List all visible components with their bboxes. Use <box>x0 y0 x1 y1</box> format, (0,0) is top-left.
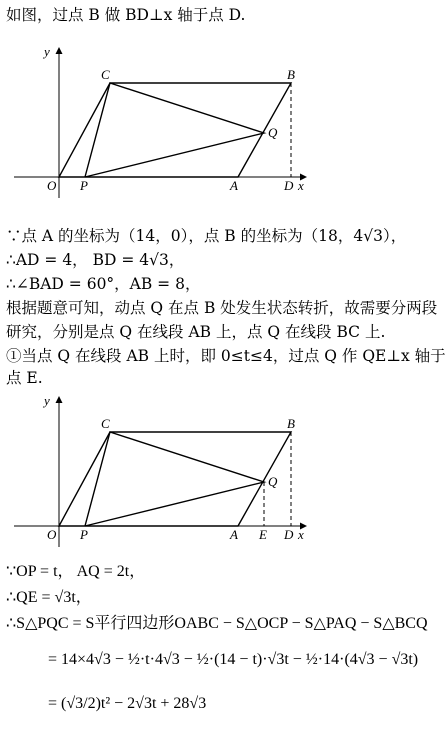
label-Q: Q <box>268 474 278 489</box>
label-A: A <box>230 527 238 542</box>
label-x: x <box>298 178 304 193</box>
analysis-line-4: 点 E. <box>6 369 43 387</box>
figure-2 <box>0 375 446 547</box>
label-B: B <box>287 416 295 431</box>
y-axis-arrow <box>56 47 63 54</box>
label-P: P <box>80 527 88 542</box>
label-y: y <box>44 393 50 408</box>
solution-line-2: ∴QE = √3t， <box>6 589 92 606</box>
label-P: P <box>80 178 88 193</box>
label-D: D <box>284 527 294 542</box>
solution-line-5: = (√3/2)t² − 2√3t + 28√3 <box>48 695 207 712</box>
y-axis-arrow <box>56 396 63 403</box>
figure-1 <box>0 26 446 198</box>
label-A: A <box>230 178 238 193</box>
triangle-PQC <box>85 83 264 177</box>
given-line-2: ∴AD = 4， BD = 4√3， <box>6 251 185 269</box>
given-line-1: ∵点 A 的坐标为（14，0），点 B 的坐标为（18，4√3）， <box>6 227 407 245</box>
label-C: C <box>101 416 110 431</box>
given-line-3: ∴∠BAD = 60°，AB = 8， <box>6 275 201 293</box>
label-Q: Q <box>268 125 278 140</box>
label-y: y <box>44 44 50 59</box>
label-O: O <box>47 178 57 193</box>
label-D: D <box>284 178 294 193</box>
analysis-line-2: 研究，分别是点 Q 在线段 AB 上，点 Q 在线段 BC 上. <box>6 323 386 341</box>
label-O: O <box>47 527 57 542</box>
label-B: B <box>287 67 295 82</box>
label-E: E <box>259 527 267 542</box>
solution-line-4: = 14×4√3 − ½·t·4√3 − ½·(14 − t)·√3t − ½·14·(4√3 − √3t) <box>48 651 419 668</box>
label-x: x <box>298 527 304 542</box>
label-C: C <box>101 67 110 82</box>
analysis-line-3: ①当点 Q 在线段 AB 上时，即 0≤t≤4，过点 Q 作 QE⊥x 轴于 <box>6 347 446 365</box>
solution-line-1: ∵OP = t， AQ = 2t， <box>6 563 146 580</box>
analysis-line-1: 根据题意可知，动点 Q 在点 B 处发生状态转折，故需要分两段 <box>6 299 438 317</box>
solution-line-3: ∴S△PQC = S平行四边形OABC − S△OCP − S△PAQ − S△BCQ <box>6 615 428 632</box>
triangle-PQC <box>85 432 264 526</box>
intro-text: 如图，过点 B 做 BD⊥x 轴于点 D. <box>6 6 246 24</box>
